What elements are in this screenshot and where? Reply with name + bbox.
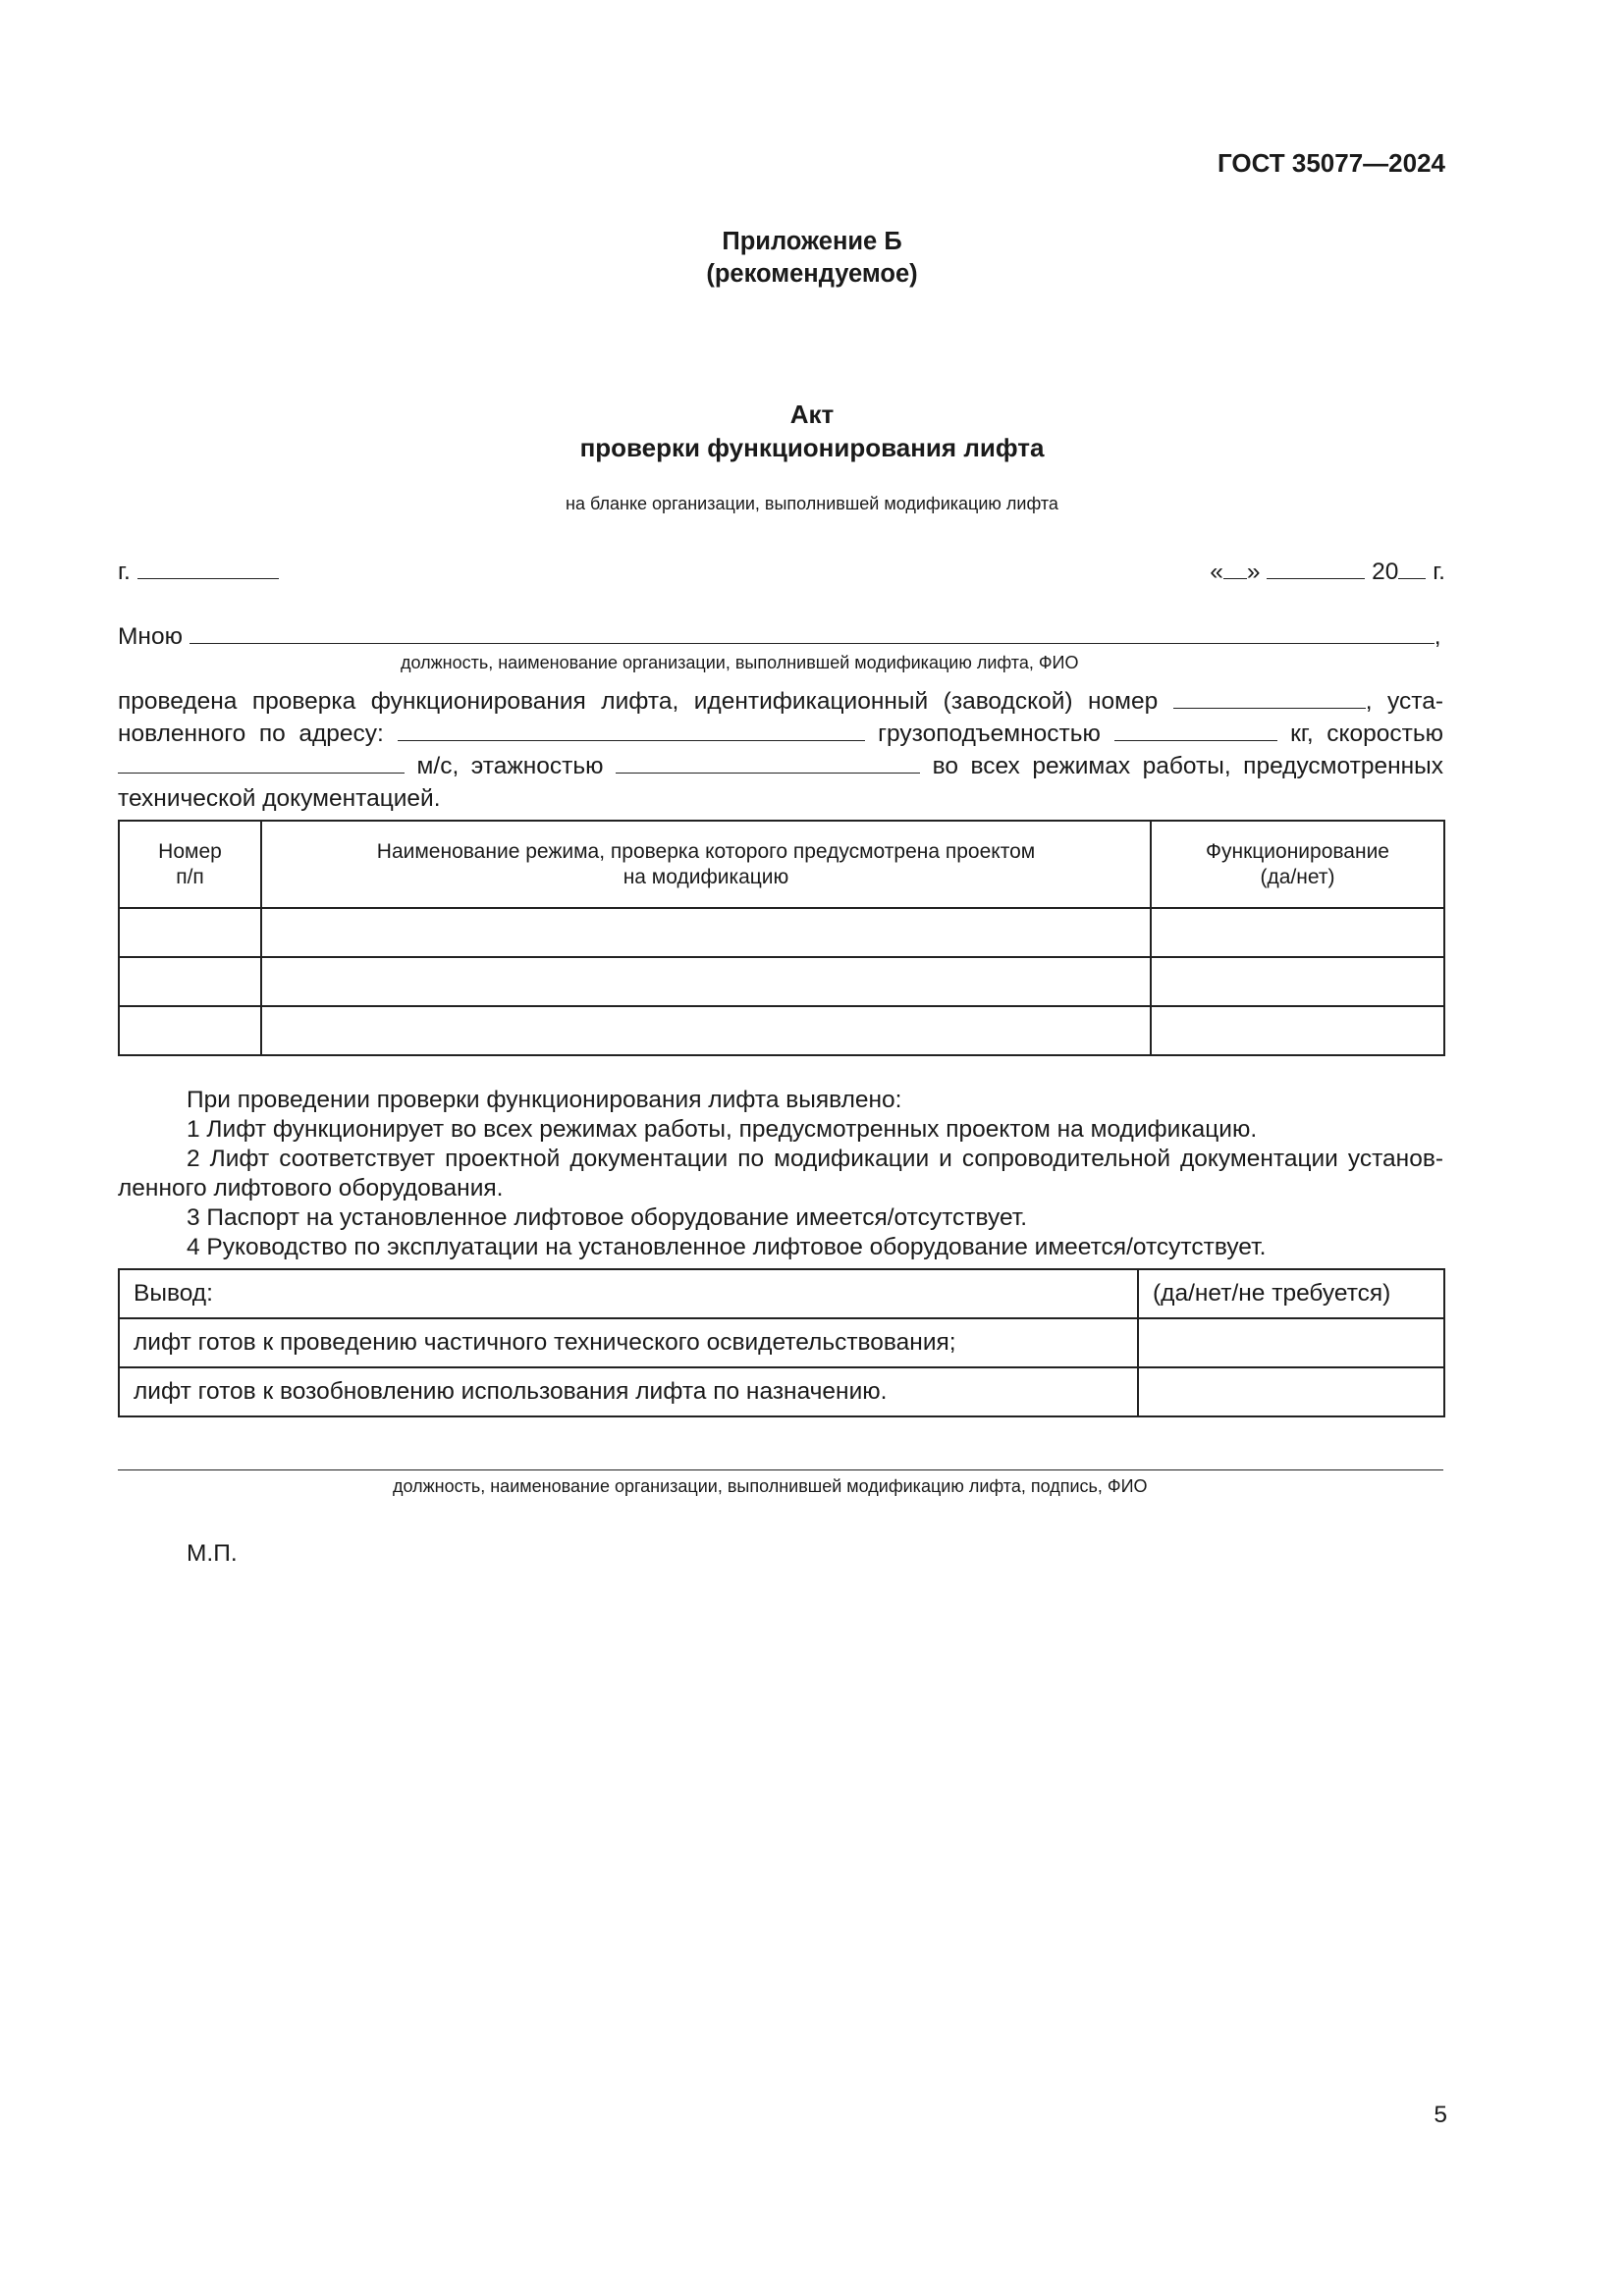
doc-note: на бланке организации, выполнившей модификацию лифта <box>566 494 1058 513</box>
finding-item-3: 3 Паспорт на установленное лифтовое оборудование имеется/отсутствует. <box>187 1204 1028 1231</box>
modes-col-function: Функционирование (да/нет) <box>1151 821 1444 908</box>
body-line-4 <box>118 782 1443 815</box>
year-suffix: г. <box>1433 559 1445 585</box>
month-blank[interactable] <box>1267 557 1365 579</box>
date-close-quote: » <box>1246 559 1261 585</box>
by-me-label: Мною <box>118 623 183 650</box>
body-l4: технической документацией. <box>118 785 441 812</box>
modes-cell[interactable] <box>261 957 1151 1006</box>
by-me-blank[interactable] <box>189 621 1435 644</box>
finding-item-4: 4 Руководство по эксплуатации на установленное лифтовое оборудование имеется/отсутствует. <box>187 1234 1267 1260</box>
modes-cell[interactable] <box>1151 1006 1444 1055</box>
finding-item-1: 1 Лифт функционирует во всех режимах работы, предусмотренных проектом на модификацию. <box>187 1116 1258 1143</box>
capacity-blank[interactable] <box>1114 719 1277 741</box>
finding-item-2b: ленного лифтового оборудования. <box>118 1175 504 1201</box>
conclusion-head-left: Вывод: <box>119 1269 1138 1318</box>
by-me-comma: , <box>1434 623 1441 650</box>
findings-intro: При проведении проверки функционирования лифта выявлено: <box>187 1087 902 1113</box>
body-l3b: во всех режимах работы, предусмотренных <box>932 753 1444 779</box>
signature-line[interactable] <box>118 1469 1443 1470</box>
finding-item-2a: 2 Лифт соответствует проектной документации по модификации и сопроводительной документации установ- <box>187 1146 1443 1172</box>
table-row <box>119 1006 1444 1055</box>
body-l3a: м/с, этажностью <box>416 753 604 779</box>
table-row <box>119 1318 1444 1367</box>
conclusion-row-2-label: лифт готов к возобновлению использования лифта по назначению. <box>119 1367 1138 1416</box>
city-field <box>118 556 279 588</box>
conclusion-row-1-answer[interactable] <box>1138 1318 1444 1367</box>
body-l1a: проведена проверка функционирования лифта, идентификационный (заводской) номер <box>118 688 1159 715</box>
day-blank[interactable] <box>1223 557 1247 579</box>
date-field <box>1210 556 1445 588</box>
standard-number: ГОСТ 35077—2024 <box>1218 148 1445 178</box>
conclusion-row-2-answer[interactable] <box>1138 1367 1444 1416</box>
serial-number-blank[interactable] <box>1173 686 1366 709</box>
page-number: 5 <box>1434 2102 1447 2128</box>
finding-item-2a-line <box>118 1143 1443 1175</box>
modes-cell[interactable] <box>119 1006 261 1055</box>
date-open-quote: « <box>1210 559 1223 585</box>
year-prefix: 20 <box>1372 559 1399 585</box>
body-l2a: новленного по адресу: <box>118 721 384 747</box>
floors-blank[interactable] <box>616 751 920 774</box>
modes-cell[interactable] <box>119 908 261 957</box>
body-line-1 <box>118 685 1443 718</box>
appendix-status: (рекомендуемое) <box>706 260 918 288</box>
modes-cell[interactable] <box>1151 908 1444 957</box>
modes-col-number: Номер п/п <box>119 821 261 908</box>
table-row <box>119 1367 1444 1416</box>
body-l2c: кг, скоростью <box>1290 721 1443 747</box>
modes-table <box>118 820 1445 1056</box>
table-row <box>119 957 1444 1006</box>
by-me-caption: должность, наименование организации, выполнившей модификацию лифта, ФИО <box>401 653 1079 672</box>
modes-cell[interactable] <box>261 908 1151 957</box>
doc-subtitle: проверки функционирования лифта <box>579 433 1045 462</box>
speed-blank[interactable] <box>118 751 405 774</box>
city-blank[interactable] <box>137 557 279 579</box>
modes-cell[interactable] <box>119 957 261 1006</box>
seal-mark: М.П. <box>187 1540 238 1567</box>
body-line-2 <box>118 718 1443 750</box>
body-line-3 <box>118 750 1443 782</box>
appendix-title: Приложение Б <box>722 228 902 255</box>
address-blank[interactable] <box>398 719 865 741</box>
signature-caption: должность, наименование организации, выполнившей модификацию лифта, подпись, ФИО <box>393 1476 1148 1496</box>
body-l1b: , уста- <box>1365 688 1443 715</box>
modes-cell[interactable] <box>1151 957 1444 1006</box>
table-row <box>119 908 1444 957</box>
conclusion-head-right: (да/нет/не требуется) <box>1138 1269 1444 1318</box>
body-l2b: грузоподъемностью <box>878 721 1101 747</box>
year-blank[interactable] <box>1398 557 1426 579</box>
conclusion-row-1-label: лифт готов к проведению частичного технического освидетельствования; <box>119 1318 1138 1367</box>
doc-title: Акт <box>789 400 835 429</box>
conclusion-table <box>118 1268 1445 1417</box>
city-prefix: г. <box>118 559 131 585</box>
by-me-line <box>118 620 1445 653</box>
modes-col-name: Наименование режима, проверка которого предусмотрена проектом на модификацию <box>261 821 1151 908</box>
modes-cell[interactable] <box>261 1006 1151 1055</box>
